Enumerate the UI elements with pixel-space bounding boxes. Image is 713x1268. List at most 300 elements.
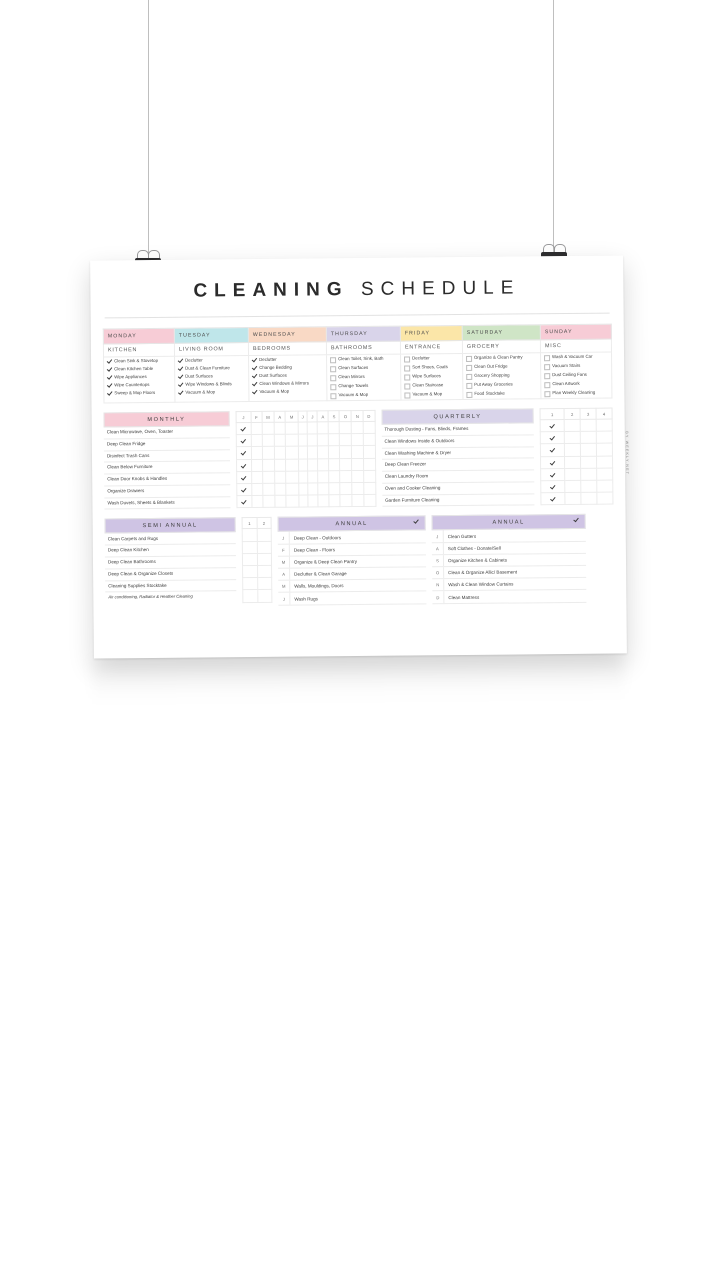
checkbox-icon[interactable] — [330, 357, 336, 363]
checked-checkbox-icon[interactable] — [252, 373, 257, 378]
grid-cell[interactable] — [541, 480, 565, 492]
grid-cell[interactable] — [596, 456, 612, 468]
annual-task-label: Soft Clothes - Donate/Sell — [447, 545, 501, 551]
grid-cell[interactable] — [564, 444, 580, 456]
grid-cell[interactable] — [340, 422, 352, 434]
task-label: Dust & Clean Furniture — [185, 364, 230, 371]
grid-cell[interactable] — [340, 470, 352, 482]
grid-cell[interactable] — [257, 578, 272, 590]
checked-checkbox-icon[interactable] — [107, 367, 112, 372]
grid-cell[interactable] — [257, 553, 272, 565]
grid-cell[interactable] — [340, 495, 352, 507]
annual-task-label: Deep Clean - Outdoors — [293, 534, 342, 541]
weekly-task-cell — [104, 356, 175, 403]
grid-header-row — [540, 408, 612, 420]
annual-task-label: Walls, Mouldings, Doors — [294, 583, 344, 589]
grid-header-cell: 4 — [596, 408, 612, 419]
task-label: Clean Out Fridge — [474, 363, 508, 370]
grid-cell[interactable] — [286, 446, 299, 458]
task-label: Clean Sink & Stovetop — [114, 357, 159, 364]
grid-row — [243, 565, 272, 577]
grid-cell[interactable] — [275, 471, 286, 483]
grid-cell[interactable] — [308, 495, 318, 507]
annual-title-1-label: ANNUAL — [335, 520, 368, 528]
grid-cell[interactable] — [580, 444, 596, 456]
grid-cell[interactable] — [262, 434, 275, 446]
grid-cell[interactable] — [352, 458, 364, 470]
checked-checkbox-icon[interactable] — [252, 365, 257, 370]
annual-task-label: Organize & Deep Clean Pantry — [293, 558, 358, 565]
grid-header-cell: J — [236, 412, 251, 423]
annual-month-label: M — [278, 581, 290, 592]
grid-cell[interactable] — [597, 468, 613, 480]
day-header-monday: MONDAY — [103, 328, 174, 344]
grid-cell[interactable] — [236, 459, 251, 471]
grid-cell[interactable] — [565, 492, 581, 504]
grid-cell[interactable] — [251, 447, 262, 459]
list-item[interactable]: Deep Clean Kitchen — [105, 544, 236, 557]
checked-checkbox-icon[interactable] — [178, 390, 183, 395]
day-header-friday: FRIDAY — [400, 325, 462, 341]
annual-row[interactable] — [278, 592, 426, 606]
annual-task-label: Wash & Clean Window Curtains — [448, 581, 514, 588]
list-item[interactable]: Oven and Cooker Cleaning — [382, 482, 535, 495]
checked-checkbox-icon[interactable] — [252, 389, 257, 394]
grid-cell[interactable] — [581, 492, 597, 504]
checkbox-icon[interactable] — [404, 374, 410, 380]
list-item[interactable]: Organize Drawers — [104, 485, 230, 498]
grid-cell[interactable] — [285, 434, 298, 446]
annual-task-label: Deep Clean - Floors — [293, 546, 336, 553]
task-label: Vacuum & Mop — [185, 389, 216, 395]
list-item[interactable]: Clean Microwave, Oven, Toaster — [104, 426, 230, 439]
grid-cell[interactable] — [262, 495, 275, 507]
check-icon — [241, 438, 246, 443]
grid-cell[interactable] — [540, 420, 564, 432]
list-item[interactable]: Deep Clean Freezer — [382, 459, 535, 472]
checkbox-icon[interactable] — [404, 392, 410, 398]
annual-task-label: Organize Kitchen & Cabinets — [447, 557, 508, 564]
annual-month-label: A — [278, 569, 290, 580]
checkbox-icon[interactable] — [466, 355, 472, 361]
area-grocery: GROCERY — [462, 340, 540, 354]
grid-cell[interactable] — [308, 471, 318, 483]
grid-cell[interactable] — [242, 541, 257, 553]
grid-cell[interactable] — [580, 419, 596, 431]
checkbox-icon[interactable] — [466, 364, 472, 370]
grid-header-cell: A — [274, 411, 285, 422]
area-misc: MISC — [540, 339, 611, 353]
semiannual-annual-section — [105, 514, 615, 607]
list-item[interactable]: Clean Washing Machine & Dryer — [382, 447, 535, 460]
grid-cell[interactable] — [298, 471, 308, 483]
grid-cell[interactable] — [564, 419, 580, 431]
task-label: Wipe Surfaces — [412, 373, 441, 379]
checkbox-icon[interactable] — [544, 355, 550, 361]
grid-cell[interactable] — [274, 447, 285, 459]
grid-row — [541, 443, 613, 456]
task-label: Declutter — [185, 357, 203, 363]
checkbox-icon[interactable] — [330, 366, 336, 372]
grid-cell[interactable] — [262, 483, 275, 495]
grid-cell[interactable] — [299, 495, 309, 507]
grid-cell[interactable] — [352, 495, 364, 507]
annual-month-label: J — [278, 532, 290, 543]
list-item[interactable]: Wash Duvets, Sheets & Blankets — [104, 497, 230, 510]
list-item[interactable]: Deep Clean & Organize Closets — [105, 568, 236, 581]
grid-cell[interactable] — [328, 422, 339, 434]
task-label: Put Away Groceries — [474, 381, 513, 388]
area-kitchen: KITCHEN — [103, 343, 174, 357]
checkbox-icon[interactable] — [330, 393, 336, 399]
list-item[interactable]: Clean Laundry Room — [382, 470, 535, 483]
day-header-saturday: SATURDAY — [462, 325, 540, 341]
annual-title-1 — [278, 516, 426, 532]
check-icon — [414, 518, 419, 523]
check-icon — [550, 423, 555, 428]
annual-task-label: Declutter & Clean Garage — [294, 571, 347, 577]
grid-cell[interactable] — [298, 483, 308, 495]
checked-checkbox-icon[interactable] — [107, 359, 112, 364]
grid-cell[interactable] — [243, 590, 258, 602]
task-item[interactable] — [249, 387, 326, 396]
weekly-task-cell — [401, 353, 463, 400]
grid-header-cell: M — [285, 411, 298, 422]
list-item[interactable]: Clean Door Knobs & Handles — [104, 473, 230, 486]
task-label: Declutter — [259, 356, 277, 362]
list-item[interactable]: Clean Carpets and Rugs — [105, 533, 236, 546]
weekly-task-cell — [462, 353, 540, 400]
grid-cell[interactable] — [257, 565, 272, 577]
annual-list-second-half — [432, 514, 587, 604]
task-label: Dust Surfaces — [259, 372, 287, 378]
task-item[interactable] — [463, 389, 540, 399]
grid-cell[interactable] — [364, 494, 376, 506]
grid-cell[interactable] — [251, 435, 262, 447]
task-label: Clean Staircase — [412, 382, 444, 388]
annual-month-label: M — [278, 557, 290, 568]
checked-checkbox-icon[interactable] — [107, 383, 112, 388]
grid-cell[interactable] — [317, 422, 328, 434]
checkbox-icon[interactable] — [466, 373, 472, 379]
grid-cell[interactable] — [596, 443, 612, 455]
grid-cell[interactable] — [274, 422, 285, 434]
grid-cell[interactable] — [274, 434, 285, 446]
monthly-month-grid — [235, 410, 376, 509]
grid-cell[interactable] — [580, 431, 596, 443]
grid-cell[interactable] — [318, 471, 329, 483]
grid-cell[interactable] — [275, 459, 286, 471]
grid-cell[interactable] — [275, 495, 286, 507]
grid-cell[interactable] — [262, 471, 275, 483]
grid-cell[interactable] — [308, 446, 318, 458]
checkbox-icon[interactable] — [330, 384, 336, 390]
grid-cell[interactable] — [541, 493, 565, 505]
checkbox-icon[interactable] — [544, 391, 550, 397]
grid-header-cell: 1 — [242, 518, 257, 529]
annual-task-label: Clean Mattress — [448, 594, 480, 600]
checked-checkbox-icon[interactable] — [107, 375, 112, 380]
grid-cell[interactable] — [286, 459, 299, 471]
grid-cell[interactable] — [541, 444, 565, 456]
annual-month-label: A — [432, 543, 444, 554]
grid-cell[interactable] — [286, 471, 299, 483]
grid-row — [242, 529, 271, 541]
list-item[interactable]: Disinfect Trash Cans — [104, 450, 230, 463]
grid-cell[interactable] — [236, 496, 251, 508]
list-item[interactable]: Cleaning Supplies Stocktake — [105, 580, 236, 593]
credit-note: BY WEEKLY.NET — [624, 431, 630, 476]
grid-cell[interactable] — [275, 483, 286, 495]
grid-row — [243, 590, 272, 602]
grid-header-cell: 2 — [564, 408, 580, 419]
grid-cell[interactable] — [298, 434, 308, 446]
grid-cell[interactable] — [541, 456, 565, 468]
list-item[interactable]: Clean Below Furniture — [104, 462, 230, 475]
grid-cell[interactable] — [581, 456, 597, 468]
grid-cell[interactable] — [242, 553, 257, 565]
annual-month-label: J — [278, 593, 290, 604]
check-icon — [550, 460, 555, 465]
checked-checkbox-icon[interactable] — [178, 374, 183, 379]
annual-month-label: F — [278, 544, 290, 555]
grid-cell[interactable] — [364, 482, 376, 494]
grid-cell[interactable] — [565, 480, 581, 492]
grid-cell[interactable] — [286, 483, 299, 495]
list-item[interactable]: Garden Furniture Cleaning — [382, 494, 535, 507]
list-item[interactable]: Air conditioning, Radiator & Heather Cleaning — [108, 594, 193, 600]
grid-cell[interactable] — [363, 434, 375, 446]
page-title — [90, 255, 623, 303]
grid-cell[interactable] — [318, 458, 329, 470]
grid-cell[interactable] — [243, 566, 258, 578]
grid-cell[interactable] — [340, 446, 352, 458]
checkbox-icon[interactable] — [330, 375, 336, 381]
list-item[interactable]: Thorough Dusting - Fans, Blinds, Frames — [381, 423, 534, 436]
semi-annual-list — [105, 518, 237, 604]
grid-cell[interactable] — [236, 471, 251, 483]
day-header-wednesday: WEDNESDAY — [248, 327, 326, 343]
annual-month-label: N — [432, 579, 444, 590]
grid-cell[interactable] — [597, 492, 613, 504]
checkbox-icon[interactable] — [544, 373, 550, 379]
grid-cell[interactable] — [340, 482, 352, 494]
check-icon — [550, 472, 555, 477]
grid-cell[interactable] — [352, 446, 364, 458]
grid-cell[interactable] — [236, 435, 251, 447]
grid-header-cell: 1 — [540, 409, 564, 420]
grid-cell[interactable] — [236, 483, 251, 495]
grid-cell[interactable] — [364, 458, 376, 470]
grid-cell[interactable] — [308, 483, 318, 495]
grid-cell[interactable] — [565, 468, 581, 480]
grid-cell[interactable] — [329, 446, 340, 458]
task-item[interactable] — [327, 391, 400, 401]
quarterly-title: QUARTERLY — [381, 408, 534, 424]
grid-cell[interactable] — [251, 459, 262, 471]
grid-cell[interactable] — [352, 421, 364, 433]
grid-cell[interactable] — [318, 495, 329, 507]
grid-cell[interactable] — [252, 483, 263, 495]
checked-checkbox-icon[interactable] — [178, 358, 183, 363]
annual-row[interactable] — [432, 590, 586, 604]
task-item[interactable] — [104, 389, 174, 398]
grid-row — [541, 492, 613, 505]
grid-header-cell: A — [317, 411, 328, 422]
grid-cell[interactable] — [340, 458, 352, 470]
check-icon — [550, 448, 555, 453]
cleaning-schedule-poster — [90, 255, 630, 658]
checkbox-icon[interactable] — [544, 364, 550, 370]
grid-cell[interactable] — [317, 434, 328, 446]
grid-cell[interactable] — [597, 480, 613, 492]
day-header-sunday: SUNDAY — [540, 324, 611, 340]
grid-cell[interactable] — [308, 422, 318, 434]
grid-cell[interactable] — [352, 482, 364, 494]
semi-annual-grid — [242, 517, 273, 602]
list-item[interactable]: Clean Windows Inside & Outdoors — [381, 435, 534, 448]
task-label: Vacuum Stairs — [552, 363, 581, 369]
weekly-task-cell — [327, 354, 401, 401]
list-item[interactable]: Deep Clean Fridge — [104, 438, 230, 451]
grid-cell[interactable] — [340, 434, 352, 446]
grid-cell[interactable] — [257, 590, 272, 602]
weekly-task-row — [104, 352, 612, 403]
area-entrance: ENTRANCE — [400, 340, 462, 354]
grid-cell[interactable] — [298, 446, 308, 458]
task-label: Clean Artwork — [552, 381, 580, 387]
grid-row — [540, 431, 612, 444]
grid-cell[interactable] — [540, 432, 564, 444]
checked-checkbox-icon[interactable] — [178, 382, 183, 387]
grid-header-cell: M — [262, 411, 275, 422]
task-label: Plan Weekly Cleaning — [552, 389, 596, 396]
grid-cell[interactable] — [257, 541, 272, 553]
grid-cell[interactable] — [364, 470, 376, 482]
area-bathrooms: BATHROOMS — [326, 341, 400, 355]
task-label: Dust Ceiling Fans — [552, 371, 587, 378]
grid-row — [236, 494, 375, 508]
grid-header-cell: S — [328, 411, 339, 422]
quarterly-list — [381, 408, 534, 507]
grid-cell[interactable] — [236, 423, 251, 435]
grid-cell[interactable] — [262, 447, 275, 459]
annual-month-label: S — [432, 555, 444, 566]
task-label: Sweep & Mop Floors — [114, 389, 156, 396]
task-label: Declutter — [412, 355, 430, 361]
quarterly-quarter-grid — [540, 408, 614, 506]
task-item[interactable] — [401, 390, 462, 400]
grid-cell[interactable] — [262, 459, 275, 471]
grid-cell[interactable] — [251, 422, 262, 434]
grid-header-cell: 3 — [580, 408, 596, 419]
grid-cell[interactable] — [252, 471, 263, 483]
task-label: Change Bedding — [259, 364, 292, 370]
grid-cell[interactable] — [564, 432, 580, 444]
task-item[interactable] — [541, 389, 611, 399]
check-icon — [574, 517, 579, 522]
task-item[interactable] — [175, 388, 248, 397]
task-label: Grocery Shopping — [474, 372, 510, 379]
page-title-bold: CLEANING — [193, 279, 349, 302]
schedule-sheet — [91, 313, 630, 607]
check-icon — [550, 496, 555, 501]
grid-cell[interactable] — [565, 456, 581, 468]
grid-cell[interactable] — [257, 529, 272, 541]
area-bedrooms: BEDROOMS — [248, 342, 326, 356]
checked-checkbox-icon[interactable] — [178, 366, 183, 371]
grid-cell[interactable] — [236, 447, 251, 459]
checkbox-icon[interactable] — [404, 383, 410, 389]
grid-cell[interactable] — [318, 483, 329, 495]
grid-cell[interactable] — [541, 468, 565, 480]
grid-header-cell: J — [298, 411, 308, 422]
task-label: Vacuum & Mop — [259, 388, 290, 394]
grid-cell[interactable] — [298, 459, 308, 471]
grid-cell[interactable] — [581, 480, 597, 492]
poster-shadow — [92, 653, 625, 704]
weekly-task-cell — [541, 352, 612, 399]
grid-cell[interactable] — [329, 470, 340, 482]
checkbox-icon[interactable] — [466, 391, 472, 397]
grid-cell[interactable] — [298, 422, 308, 434]
annual-month-label: D — [432, 592, 444, 603]
grid-cell[interactable] — [262, 422, 275, 434]
grid-header-cell: N — [351, 410, 363, 421]
grid-cell[interactable] — [318, 446, 329, 458]
grid-cell[interactable] — [363, 421, 375, 433]
grid-cell[interactable] — [329, 458, 340, 470]
grid-cell[interactable] — [329, 483, 340, 495]
checkbox-icon[interactable] — [404, 356, 410, 362]
task-label: Vacuum & Mop — [338, 392, 369, 398]
grid-cell[interactable] — [352, 434, 364, 446]
grid-cell[interactable] — [285, 422, 298, 434]
grid-cell[interactable] — [596, 431, 612, 443]
checked-checkbox-icon[interactable] — [252, 357, 257, 362]
annual-month-label: O — [432, 567, 444, 578]
check-icon — [550, 435, 555, 440]
checkbox-icon[interactable] — [544, 382, 550, 388]
monthly-quarterly-section — [104, 408, 614, 510]
grid-header-cell: 2 — [257, 518, 272, 529]
list-item[interactable]: Deep Clean Bathrooms — [105, 556, 236, 569]
day-header-thursday: THURSDAY — [326, 326, 400, 342]
grid-cell[interactable] — [252, 496, 263, 508]
checkbox-icon[interactable] — [466, 382, 472, 388]
day-header-tuesday: TUESDAY — [174, 328, 248, 344]
check-icon — [550, 484, 555, 489]
grid-cell[interactable] — [243, 578, 258, 590]
checked-checkbox-icon[interactable] — [252, 381, 257, 386]
grid-cell[interactable] — [286, 495, 299, 507]
checked-checkbox-icon[interactable] — [107, 391, 112, 396]
semi-annual-title: SEMI ANNUAL — [105, 518, 236, 534]
checkbox-icon[interactable] — [404, 365, 410, 371]
grid-cell[interactable] — [308, 434, 318, 446]
monthly-list — [104, 411, 231, 510]
task-label: Wash & Vacuum Car — [552, 353, 593, 360]
grid-cell[interactable] — [329, 434, 340, 446]
grid-cell[interactable] — [329, 495, 340, 507]
grid-cell[interactable] — [596, 419, 612, 431]
grid-cell[interactable] — [242, 529, 257, 541]
grid-cell[interactable] — [363, 446, 375, 458]
grid-cell[interactable] — [581, 468, 597, 480]
task-label: Wipe Windows & Blinds — [185, 380, 232, 387]
grid-cell[interactable] — [352, 470, 364, 482]
grid-cell[interactable] — [308, 458, 318, 470]
